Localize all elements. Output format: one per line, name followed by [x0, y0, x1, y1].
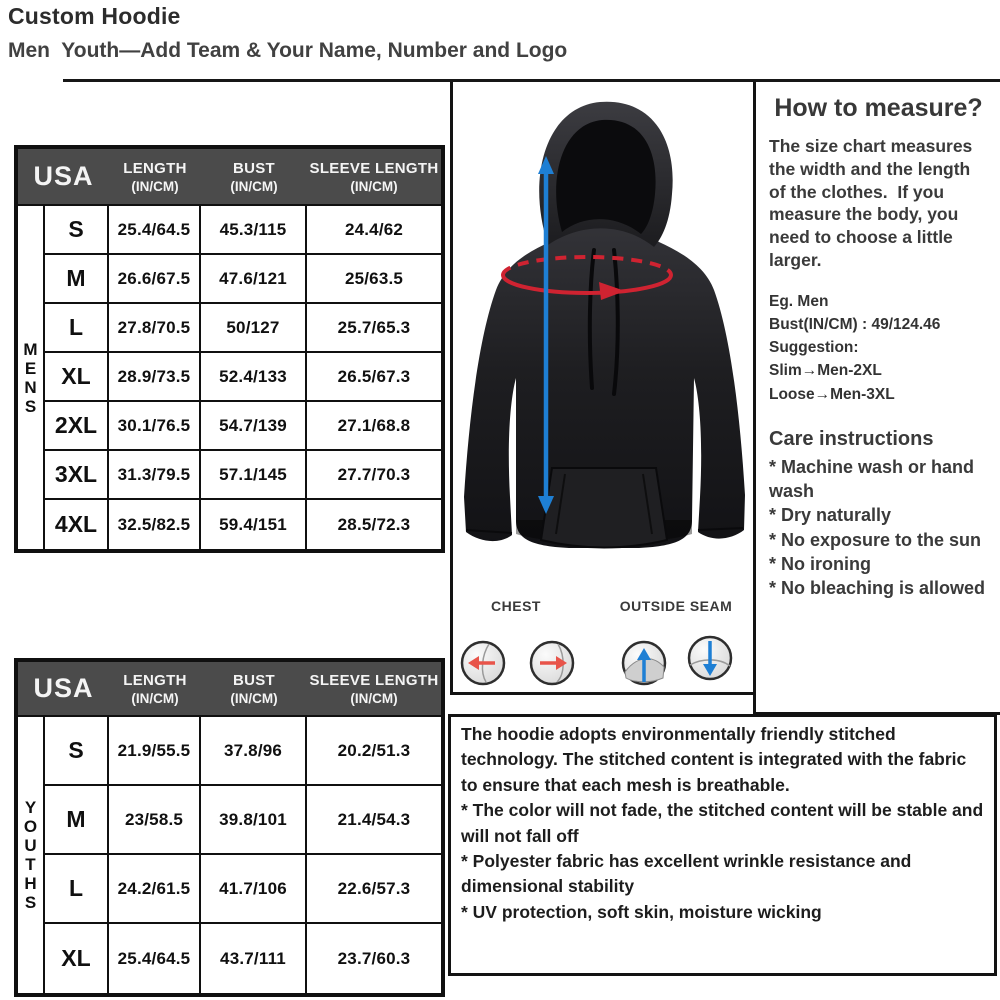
- usa-header: USA: [18, 662, 109, 717]
- hoodie-diagram-panel: [450, 82, 753, 695]
- youths-size-table: [14, 658, 445, 997]
- care-instructions-heading: Care instructions: [769, 427, 934, 450]
- description-paragraph: The hoodie adopts environmentally friendly stitched technology. The stitched content is integrated with the fabric to ensure that each mesh is breathable.: [461, 724, 967, 795]
- group-letter: E: [24, 358, 37, 378]
- page-subtitle: Men Youth—Add Team & Your Name, Number and Logo: [8, 39, 568, 62]
- size-cell: XL: [45, 353, 109, 402]
- column-unit: (IN/CM): [350, 178, 398, 194]
- value-cell: 25.4/64.5: [109, 924, 201, 993]
- column-title: SLEEVE LENGTH: [309, 159, 439, 177]
- size-cell: XL: [45, 924, 109, 993]
- value-cell: 28.9/73.5: [109, 353, 201, 402]
- column-header: [307, 149, 441, 206]
- column-unit: (IN/CM): [350, 690, 398, 706]
- value-cell: 21.4/54.3: [307, 786, 441, 855]
- example-line: Slim→Men-2XL: [769, 362, 882, 380]
- size-cell: S: [45, 206, 109, 255]
- how-to-measure-panel: [753, 82, 1000, 715]
- value-cell: 43.7/111: [201, 924, 307, 993]
- value-cell: 23.7/60.3: [337, 948, 411, 968]
- column-title: BUST: [232, 159, 276, 177]
- group-letter: H: [24, 874, 37, 893]
- value-cell: 54.7/139: [201, 402, 307, 451]
- column-unit: (IN/CM): [230, 690, 278, 706]
- value-cell: 47.6/121: [201, 255, 307, 304]
- how-to-measure-heading: How to measure?: [774, 94, 983, 122]
- chest-detail-icon-right: [531, 642, 573, 684]
- value-cell: 32.5/82.5: [109, 500, 201, 549]
- value-cell: 30.1/76.5: [109, 402, 201, 451]
- group-label: [18, 206, 45, 549]
- column-title: SLEEVE LENGTH: [309, 671, 439, 689]
- value-cell: 26.5/67.3: [307, 353, 441, 402]
- value-cell: 25.7/65.3: [307, 304, 441, 353]
- mens-size-table: [14, 145, 445, 553]
- care-item: * No ironing: [769, 553, 871, 574]
- column-header: [201, 149, 307, 206]
- size-cell: L: [45, 855, 109, 924]
- hoodie-graphic: [464, 102, 745, 548]
- column-unit: (IN/CM): [131, 690, 179, 706]
- group-label: [18, 717, 45, 993]
- value-cell: 59.4/151: [201, 500, 307, 549]
- value-cell: 57.1/145: [201, 451, 307, 500]
- description-paragraph: * The color will not fade, the stitched content will be stable and will not fall off: [461, 800, 984, 846]
- page-title: Custom Hoodie: [8, 3, 181, 29]
- value-cell: 24.4/62: [307, 206, 441, 255]
- column-title: LENGTH: [123, 671, 187, 689]
- group-letter: S: [24, 893, 37, 912]
- value-cell: 20.2/51.3: [307, 717, 441, 786]
- size-cell: M: [45, 255, 109, 304]
- column-title: BUST: [232, 671, 276, 689]
- care-item: * No exposure to the sun: [769, 529, 982, 550]
- example-line: Bust(IN/CM) : 49/124.46: [769, 315, 941, 333]
- example-line: Eg. Men: [769, 292, 829, 310]
- value-cell: 41.7/106: [201, 855, 307, 924]
- group-letter: U: [24, 836, 37, 855]
- care-instructions-list: [769, 455, 988, 601]
- value-cell: 25.4/64.5: [109, 206, 201, 255]
- value-cell: 31.3/79.5: [109, 451, 201, 500]
- value-cell: 27.8/70.5: [109, 304, 201, 353]
- group-letter: S: [24, 396, 37, 416]
- group-letter: T: [25, 855, 36, 874]
- seam-detail-icon-down: [689, 637, 731, 679]
- group-letter: O: [23, 817, 38, 836]
- seam-detail-icon-up: [623, 642, 665, 684]
- group-letter: M: [23, 339, 38, 359]
- value-cell: 22.6/57.3: [307, 855, 441, 924]
- outside-seam-label: OUTSIDE SEAM: [619, 598, 733, 614]
- size-cell: 3XL: [45, 451, 109, 500]
- size-cell: 2XL: [45, 402, 109, 451]
- value-cell: 24.2/61.5: [109, 855, 201, 924]
- example-line: Suggestion:: [769, 339, 859, 356]
- group-letter: Y: [24, 798, 37, 817]
- description-paragraph: * UV protection, soft skin, moisture wicking: [461, 901, 822, 922]
- size-cell: 4XL: [45, 500, 109, 549]
- usa-header: USA: [18, 149, 109, 206]
- value-cell: 52.4/133: [201, 353, 307, 402]
- value-cell: 27.1/68.8: [307, 402, 441, 451]
- value-cell: 25/63.5: [307, 255, 441, 304]
- column-header: [109, 662, 201, 717]
- care-item: * Machine wash or hand wash: [769, 456, 975, 502]
- column-unit: (IN/CM): [230, 178, 278, 194]
- example-line: Loose→Men-3XL: [769, 385, 895, 403]
- product-description-box: [448, 714, 997, 976]
- description-paragraph: * Polyester fabric has excellent wrinkle resistance and dimensional stability: [461, 850, 912, 897]
- page-header: [8, 3, 567, 63]
- value-cell: 23/58.5: [109, 786, 201, 855]
- size-example: [769, 290, 988, 406]
- size-cell: L: [45, 304, 109, 353]
- value-cell: 50/127: [201, 304, 307, 353]
- care-item: * Dry naturally: [769, 505, 892, 526]
- value-cell: 37.8/96: [201, 717, 307, 786]
- column-header: [201, 662, 307, 717]
- group-letter: N: [24, 377, 37, 397]
- how-to-measure-body: The size chart measures the width and the length of the clothes. If you measure the body, you need to choose a little larger.: [769, 136, 978, 270]
- column-unit: (IN/CM): [131, 178, 179, 194]
- chest-detail-icon-left: [462, 642, 504, 684]
- value-cell: 27.7/70.3: [307, 451, 441, 500]
- value-cell: 21.9/55.5: [109, 717, 201, 786]
- chest-label: CHEST: [491, 598, 541, 614]
- value-cell: 26.6/67.5: [109, 255, 201, 304]
- value-cell: 45.3/115: [201, 206, 307, 255]
- value-cell: 28.5/72.3: [337, 514, 411, 534]
- value-cell: 39.8/101: [201, 786, 307, 855]
- care-item: * No bleaching is allowed: [769, 578, 986, 599]
- column-header: [307, 662, 441, 717]
- column-title: LENGTH: [123, 159, 187, 177]
- column-header: [109, 149, 201, 206]
- size-cell: S: [45, 717, 109, 786]
- size-cell: M: [45, 786, 109, 855]
